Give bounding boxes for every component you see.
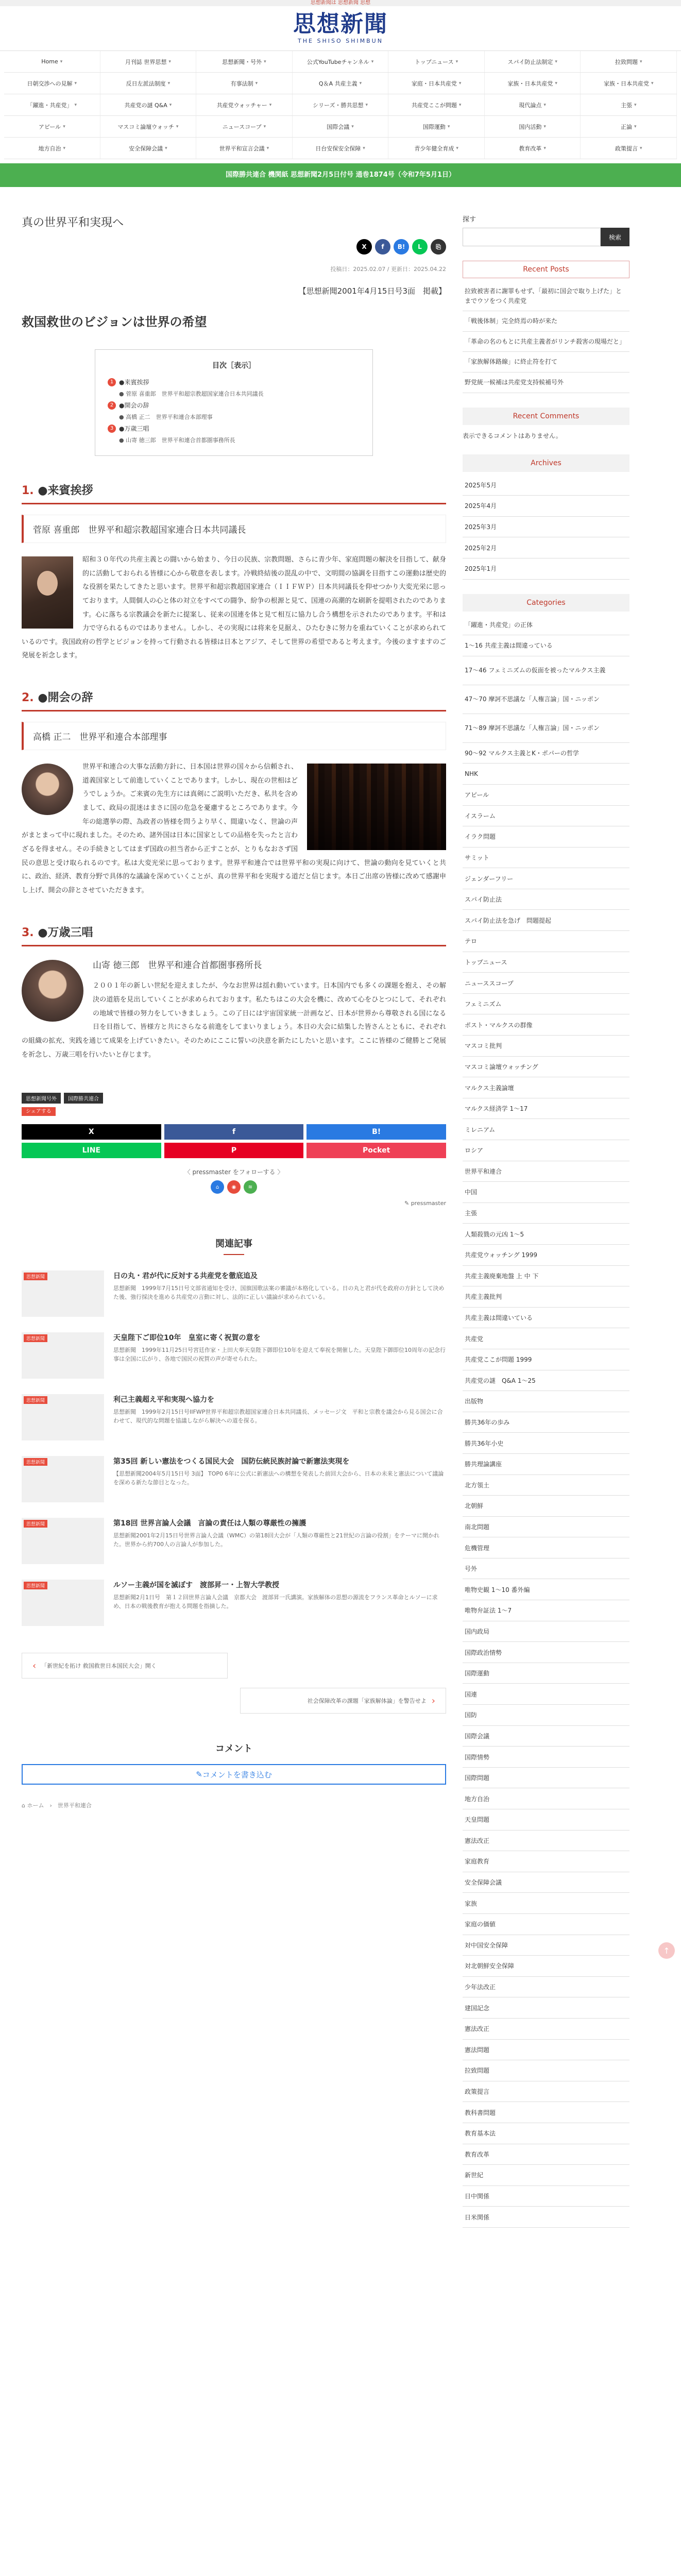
category-link[interactable]: 北朝鮮 xyxy=(463,1496,629,1517)
nav-item[interactable]: 安全保障会議 ▾ xyxy=(100,138,197,159)
breadcrumb[interactable]: ⌂ ホーム › 世界平和連合 xyxy=(22,1802,92,1809)
nav-item[interactable]: 政策提言 ▾ xyxy=(581,138,677,159)
nav-item[interactable]: 日台安保安全保障 ▾ xyxy=(293,138,389,159)
hatena-icon[interactable]: B! xyxy=(394,239,409,255)
category-link[interactable]: 国際会議 xyxy=(463,1726,629,1747)
chevron-down-icon: ▾ xyxy=(165,145,167,151)
tag[interactable]: 思想新聞号外 xyxy=(22,1093,61,1104)
chevron-down-icon: ▾ xyxy=(264,59,266,64)
toc-entry[interactable] xyxy=(108,401,360,421)
sidebar xyxy=(456,187,681,2228)
chevron-right-icon: › xyxy=(431,1695,435,1706)
category-link[interactable]: 1～16 共産主義は間違っている xyxy=(463,635,629,656)
archive-link[interactable]: 2025年2月 xyxy=(463,537,629,558)
nav-item[interactable]: 月刊誌 世界思想 ▾ xyxy=(100,51,197,72)
category-link[interactable]: 憲法改正 xyxy=(463,1831,629,1852)
nav-item[interactable]: トップニュース ▾ xyxy=(388,51,485,72)
category-link[interactable]: イラク問題 xyxy=(463,826,629,848)
category-link[interactable]: 憲法問題 xyxy=(463,2040,629,2061)
category-link[interactable]: 家庭教育 xyxy=(463,1851,629,1872)
chevron-down-icon: ▾ xyxy=(60,59,63,64)
archives-heading: Archives xyxy=(463,454,629,472)
section-heading-1: 1. ●来賓挨拶 xyxy=(22,479,446,504)
nav-row xyxy=(4,116,677,138)
category-link[interactable]: 唯物史観 1～10 番外編 xyxy=(463,1579,629,1600)
post-headline: 救国救世のビジョンは世界の希望 xyxy=(22,315,207,329)
related-title: 利己主義超え平和実現へ協力を xyxy=(113,1396,214,1404)
category-link[interactable]: 日中関係 xyxy=(463,2186,629,2207)
toc-label: ●開会の辞 xyxy=(119,402,149,409)
search-button[interactable]: 検索 xyxy=(601,228,629,246)
page-wrap xyxy=(0,187,681,2228)
chevron-down-icon: ▾ xyxy=(263,124,266,129)
related-item[interactable] xyxy=(22,1580,446,1626)
category-link[interactable]: 71～89 摩訶不思議な「人権言論」国・ニッポン xyxy=(463,714,629,743)
category-link[interactable]: マスコミ批判 xyxy=(463,1036,629,1057)
comment-heading: コメント xyxy=(215,1743,252,1755)
related-tag: 思想新聞 xyxy=(24,1273,47,1280)
chevron-down-icon: ▾ xyxy=(634,102,637,108)
nav-item[interactable]: 拉致問題 ▾ xyxy=(581,51,677,72)
related-excerpt: 思想新聞 1999年11月25日号宮廷作家・上田大奉天皇陛下御即位10年を迎えて奉祝を開催した。天皇陛下御即位10周年の記念行事は全国に広がり、各地で国民の祝賀の声が寄せられた。 xyxy=(113,1347,446,1363)
recent-comments-empty: 表示できるコメントはありません。 xyxy=(463,432,562,439)
categories-heading: Categories xyxy=(463,594,629,612)
follow-icons xyxy=(22,1180,446,1194)
category-link[interactable]: 政策提言 xyxy=(463,2081,629,2103)
copy-link-icon[interactable]: ⎘ xyxy=(431,239,446,255)
post-dates: 投稿日：2025.02.07 / 更新日：2025.04.22 xyxy=(330,266,446,273)
category-link[interactable]: 国内政局 xyxy=(463,1621,629,1642)
chevron-down-icon: ▾ xyxy=(543,124,546,129)
section-body-1: 昭和３０年代の共産主義との闘いから始まり、今日の民族、宗教問題、さらに青少年、家庭問題の解決を目指して、献身的に活動しておられる皆様に心から敬意を表します。冷戦終結後の混乱の中で、文明間の協調を目指すこの運動は歴史的な役割を果たしてきたと思います。世界平和超宗教超国家連合（ＩＩＦＷＰ）日本共同議長を仰せつかり大変光栄に思っております。人間個人の心と体の対立をすべての闘争、紛争の根源と見て、国連の高潮的な刷新を提唱されたのであります。心に落ちる宗教議会を新たに提案し、従来の国連を体と見て相互に協力し合う構想を示されたのであります。平和は力で守られるものではありません。しかし、その実現には将来を見据え、ひたむきに努力を重ねていくことが求められているのです。我国政府の哲学とビジョンを持って行動される皆様は日本とアジア、そして世界の希望であると考えます。今後のますますのご発展を祈念します。 xyxy=(22,556,446,660)
x-icon[interactable]: X xyxy=(356,239,372,255)
chevron-down-icon: ▾ xyxy=(168,59,171,64)
category-link[interactable]: 世界平和連合 xyxy=(463,1161,629,1182)
category-link[interactable]: 号外 xyxy=(463,1558,629,1580)
portrait-image xyxy=(22,960,83,1022)
category-link[interactable]: ロシア xyxy=(463,1140,629,1161)
category-link[interactable]: 47～70 摩訶不思議な「人権言論」国・ニッポン xyxy=(463,685,629,714)
post-title: 真の世界平和実現へ xyxy=(22,216,124,229)
category-link[interactable]: 中国 xyxy=(463,1182,629,1203)
related-title: 天皇陛下ご即位10年 皇室に寄く祝賀の意を xyxy=(113,1334,261,1343)
archive-link[interactable]: 2025年5月 xyxy=(463,475,629,496)
chevron-left-icon: ‹ xyxy=(32,1660,37,1671)
category-link[interactable]: 人類殺戮の元凶 1～5 xyxy=(463,1224,629,1245)
category-link[interactable]: 少年法改正 xyxy=(463,1977,629,1998)
share-label: シェアする xyxy=(22,1107,56,1116)
share-hatena-button[interactable]: B! xyxy=(307,1124,446,1140)
chevron-down-icon: ▾ xyxy=(176,124,179,129)
search-input[interactable] xyxy=(463,228,601,246)
chevron-down-icon: ▾ xyxy=(359,80,362,86)
chevron-down-icon: ▾ xyxy=(651,80,654,86)
related-tag: 思想新聞 xyxy=(24,1396,47,1404)
chevron-down-icon: ▾ xyxy=(458,80,462,86)
person-box-2: 高橋 正二 世界平和連合本部理事 xyxy=(22,722,446,750)
site-logo[interactable] xyxy=(293,10,388,44)
nav-item[interactable]: 世界平和宣言会議 ▾ xyxy=(196,138,293,159)
chevron-down-icon: ▾ xyxy=(269,102,272,108)
nav-row xyxy=(4,94,677,116)
related-excerpt: 思想新聞 1999年2月15日号IIFWP世界平和超宗教超国家連合日本共同議長、メッセージ文 平和と宗教を議会から見る国会に合わせて、現代的な問題を協議しながら解決への道を探る。 xyxy=(113,1409,443,1425)
toc-number: 2 xyxy=(108,401,116,410)
tag[interactable]: 国際勝共連合 xyxy=(64,1093,103,1104)
logo-text: 思想新聞 xyxy=(293,10,388,37)
chevron-down-icon: ▾ xyxy=(543,102,546,108)
event-photo xyxy=(307,764,446,850)
related-thumbnail xyxy=(22,1394,104,1440)
scroll-top-icon[interactable]: ↑ xyxy=(658,1942,675,1959)
nav-item[interactable]: シリーズ・勝共思想 ▾ xyxy=(293,94,389,115)
toc-sublabel: ● 菅原 喜重郎 世界平和超宗教超国家連合日本共同議長 xyxy=(119,391,264,397)
nav-item[interactable]: Home ▾ xyxy=(4,51,100,72)
archive-link[interactable]: 2025年4月 xyxy=(463,496,629,517)
chevron-down-icon: ▾ xyxy=(555,59,557,64)
category-link[interactable]: 17～46 フェミニズムの仮面を被ったマルクス主義 xyxy=(463,656,629,685)
recent-post-link[interactable]: 「戦後体制」完全終焉の時が来た xyxy=(463,311,629,332)
chevron-down-icon: ▾ xyxy=(351,124,354,129)
chevron-down-icon: ▾ xyxy=(74,80,77,86)
portrait-image xyxy=(22,556,73,629)
category-link[interactable]: スパイ防止法 xyxy=(463,889,629,910)
rss-icon[interactable]: ≋ xyxy=(244,1180,257,1194)
share-bar xyxy=(22,1124,446,1158)
related-excerpt: 【思想新聞2004年5月15日号 3面】 TOP0 6年に公式に新憲法への構想を発表した前回大会から、日本の未来と憲法について議論を深める新たな節目となった。 xyxy=(113,1470,444,1486)
category-link[interactable]: 共産主義批判 xyxy=(463,1286,629,1308)
global-nav xyxy=(0,50,681,159)
category-link[interactable]: イスラーム xyxy=(463,806,629,827)
nav-item[interactable]: ニュースコープ ▾ xyxy=(196,116,293,137)
category-link[interactable]: 対中国安全保障 xyxy=(463,1935,629,1956)
archive-link[interactable]: 2025年3月 xyxy=(463,517,629,538)
related-excerpt: 思想新聞 1999年7月15日号文部省通知を受け、国旗国歌法案の審議が本格化している。日の丸と君が代を政府の方針として決めた後、強行採決を進める共産党の言動に対し、法的に正しい議論が求められている。 xyxy=(113,1285,445,1301)
toc-entry[interactable] xyxy=(108,378,360,398)
nav-item[interactable]: 有事法制 ▾ xyxy=(196,73,293,94)
related-tag: 思想新聞 xyxy=(24,1458,47,1466)
related-title: 第18回 世界言論人会議 言論の責任は人類の尊厳性の擁護 xyxy=(113,1519,307,1528)
prev-next xyxy=(22,1653,446,1679)
category-link[interactable]: 南北問題 xyxy=(463,1517,629,1538)
recent-post-link[interactable]: 野党統一候補は共産党支持候補号外 xyxy=(463,372,629,393)
nav-item[interactable]: 家庭・日本共産党 ▾ xyxy=(388,73,485,94)
category-link[interactable]: マルクス主義論壇 xyxy=(463,1077,629,1098)
nav-item[interactable]: Q＆A 共産主義 ▾ xyxy=(293,73,389,94)
chevron-down-icon: ▾ xyxy=(555,80,557,86)
category-link[interactable]: 天皇問題 xyxy=(463,1809,629,1831)
chevron-down-icon: ▾ xyxy=(167,80,171,86)
related-item[interactable] xyxy=(22,1456,446,1502)
tag-row xyxy=(22,1093,446,1104)
category-link[interactable]: 安全保障会議 xyxy=(463,1872,629,1893)
category-link[interactable]: 国際政治情勢 xyxy=(463,1642,629,1663)
category-link[interactable]: マルクス経済学 1～17 xyxy=(463,1098,629,1120)
chevron-down-icon: ▾ xyxy=(63,124,65,129)
category-link[interactable]: 出版物 xyxy=(463,1391,629,1412)
category-link[interactable]: 国防 xyxy=(463,1705,629,1726)
category-link[interactable]: テロ xyxy=(463,931,629,952)
prev-post-link[interactable]: ‹ 「新世紀を拓け 救国救世日本国民大会」開く xyxy=(22,1653,228,1679)
category-link[interactable]: 教科書問題 xyxy=(463,2102,629,2123)
share-top xyxy=(22,239,446,255)
category-link[interactable]: 主張 xyxy=(463,1203,629,1224)
share-facebook-button[interactable]: f xyxy=(164,1124,304,1140)
category-link[interactable]: 90～92 マルクス主義とK・ポパーの哲学 xyxy=(463,743,629,764)
recent-post-link[interactable]: 「家族解体路線」に終止符を打て xyxy=(463,352,629,372)
category-link[interactable]: アピール xyxy=(463,785,629,806)
category-link[interactable]: 建国記念 xyxy=(463,1997,629,2019)
main-content xyxy=(0,187,456,2228)
category-link[interactable]: マスコミ論壇ウォッチング xyxy=(463,1057,629,1078)
category-link[interactable]: 国際問題 xyxy=(463,1768,629,1789)
category-link[interactable]: 教育改革 xyxy=(463,2144,629,2165)
category-link[interactable]: 憲法改正 xyxy=(463,2019,629,2040)
nav-item[interactable]: 教育改革 ▾ xyxy=(485,138,581,159)
chevron-down-icon: ▾ xyxy=(74,102,77,108)
nav-item[interactable]: アピール ▾ xyxy=(4,116,100,137)
category-link[interactable]: サミット xyxy=(463,848,629,869)
category-link[interactable]: 地方自治 xyxy=(463,1788,629,1809)
category-link[interactable]: 唯物弁証法 1～7 xyxy=(463,1600,629,1621)
category-link[interactable]: 北方領土 xyxy=(463,1475,629,1496)
category-link[interactable]: 共産党ウォッチング 1999 xyxy=(463,1245,629,1266)
share-pinterest-button[interactable]: P xyxy=(164,1143,304,1158)
related-tag: 思想新聞 xyxy=(24,1582,47,1589)
category-link[interactable]: ジェンダーフリー xyxy=(463,868,629,889)
related-title: 第35回 新しい憲法をつくる国民大会 国防伝統民族討論で新憲法実現を xyxy=(113,1458,350,1466)
category-link[interactable]: 「躍進・共産党」の正体 xyxy=(463,615,629,636)
toc-label: ●万歳三唱 xyxy=(119,425,149,432)
post-lead: 【思想新聞2001年4月15日号3面 掲載】 xyxy=(298,286,446,296)
chevron-down-icon: ▾ xyxy=(365,102,368,108)
nav-item[interactable]: 共産党ここが問題 ▾ xyxy=(388,94,485,115)
share-line-button[interactable]: LINE xyxy=(22,1143,161,1158)
table-of-contents xyxy=(95,349,373,456)
search-label: 探す xyxy=(463,216,476,224)
related-thumbnail xyxy=(22,1456,104,1502)
person-name-3: 山寄 徳三郎 世界平和連合首都圏事務所長 xyxy=(93,960,262,971)
search-form xyxy=(463,228,629,246)
feedly-icon[interactable]: ◉ xyxy=(227,1180,241,1194)
category-link[interactable]: 国際情勢 xyxy=(463,1747,629,1768)
author-link[interactable]: ✎ pressmaster xyxy=(404,1200,446,1207)
nav-item[interactable]: 国内活動 ▾ xyxy=(485,116,581,137)
toc-number: 1 xyxy=(108,378,116,386)
category-link[interactable]: 勝共36年小史 xyxy=(463,1433,629,1454)
nav-item[interactable]: 家族・日本共産党 ▾ xyxy=(485,73,581,94)
recent-comments-heading: Recent Comments xyxy=(463,408,629,425)
nav-item[interactable]: 公式YouTubeチャンネル ▾ xyxy=(293,51,389,72)
category-link[interactable]: 拉致問題 xyxy=(463,2060,629,2081)
nav-item[interactable]: 「躍進・共産党」 ▾ xyxy=(4,94,100,115)
nav-item[interactable]: スパイ防止法制定 ▾ xyxy=(485,51,581,72)
section-heading-2: 2. ●開会の辞 xyxy=(22,686,446,711)
section-body-2: 世界平和連合の大事な活動方針に、日本国は世界の国々から信頼され、道義国家として前進していくことであります。しかし、現在の世相はどうでしょうか。ご来賓の先生方には真剣にご説明いただき、私共を含めまして、政局の混迷はまさに国の危急を憂慮するところであります。今年の総選挙の際、為政者の皆様を問うより早く、間違いなく、世論の声がまとまって中に現れました。そのため、諸外国は日本に国家としての品格を失ったと言わざるを得ません。その手続きとしてはまず国政の担当者から正すことが、とりもなおさず国民の意思と受け取られるのです。私は大変光栄に思っております。世界平和連合では世界平和の実現に向けて、世論の動向を見ていくと共に、政治、経済、教育分野で具体的な議論を深めていくことが、真の世界平和を実現する道だと信じます。本日ご出席の皆様に改めて感謝申し上げ、開会の辞とさせていただきます。 xyxy=(22,763,446,894)
category-link[interactable]: 教育基本法 xyxy=(463,2123,629,2144)
category-link[interactable]: 共産主義は間違いている xyxy=(463,1308,629,1329)
related-item[interactable] xyxy=(22,1270,446,1317)
chevron-down-icon: ▾ xyxy=(639,59,642,64)
nav-item[interactable]: 正論 ▾ xyxy=(581,116,677,137)
line-icon[interactable]: L xyxy=(412,239,428,255)
category-link[interactable]: フェミニズム xyxy=(463,994,629,1015)
facebook-icon[interactable]: f xyxy=(375,239,390,255)
notice-banner[interactable]: 国際勝共連合 機関紙 思想新聞2月5日付号 通巻1874号（令和7年5月1日） xyxy=(0,163,681,187)
related-tag: 思想新聞 xyxy=(24,1334,47,1342)
related-item[interactable] xyxy=(22,1518,446,1564)
related-thumbnail xyxy=(22,1518,104,1564)
nav-item[interactable]: 主張 ▾ xyxy=(581,94,677,115)
related-title: 日の丸・君が代に反対する共産党を徹底追及 xyxy=(113,1272,258,1281)
toc-entry[interactable] xyxy=(108,424,360,444)
portrait-image xyxy=(22,764,73,815)
home-icon[interactable]: ⌂ xyxy=(211,1180,224,1194)
toc-sublabel: ● 山寄 徳三郎 世界平和連合首都圏事務所長 xyxy=(119,437,235,444)
category-link[interactable]: スパイ防止法を急げ 問題提起 xyxy=(463,910,629,931)
category-link[interactable]: ミレニアム xyxy=(463,1119,629,1140)
nav-item[interactable]: 地方自治 ▾ xyxy=(4,138,100,159)
related-tag: 思想新聞 xyxy=(24,1520,47,1528)
recent-post-link[interactable]: 「革命の名のもとに共産主義者がリンチ殺害の現場だと」 xyxy=(463,332,629,352)
category-link[interactable]: 国連 xyxy=(463,1684,629,1705)
nav-item[interactable]: マスコミ論壇ウォッチ ▾ xyxy=(100,116,197,137)
nav-item[interactable]: 思想新聞・号外 ▾ xyxy=(196,51,293,72)
follow-text: 〈 pressmaster をフォローする 〉 xyxy=(184,1168,284,1176)
toc-sublabel: ● 高橋 正二 世界平和連合本部理事 xyxy=(119,414,213,420)
section-heading-3: 3. ●万歳三唱 xyxy=(22,921,446,946)
category-link[interactable]: 勝共理論講座 xyxy=(463,1454,629,1475)
chevron-down-icon: ▾ xyxy=(266,145,269,151)
category-link[interactable]: 家族 xyxy=(463,1893,629,1914)
related-thumbnail xyxy=(22,1270,104,1317)
nav-row xyxy=(4,138,677,159)
category-link[interactable]: 共産主義廃棄地盤 上 中 下 xyxy=(463,1266,629,1287)
toc-number: 3 xyxy=(108,425,116,433)
category-link[interactable]: 共産党の謎 Q&A 1～25 xyxy=(463,1370,629,1392)
related-title: ルソー主義が国を滅ぼす 渡部昇一・上智大学教授 xyxy=(113,1581,279,1590)
category-link[interactable]: 日米関係 xyxy=(463,2207,629,2228)
recent-posts-heading: Recent Posts xyxy=(463,261,629,278)
category-link[interactable]: 共産党 xyxy=(463,1328,629,1349)
related-item[interactable] xyxy=(22,1394,446,1440)
category-link[interactable]: ポスト・マルクスの群像 xyxy=(463,1014,629,1036)
nav-item[interactable]: 家族・日本共産党 ▾ xyxy=(581,73,677,94)
site-header xyxy=(0,6,681,50)
category-link[interactable]: 危機管理 xyxy=(463,1537,629,1558)
chevron-down-icon: ▾ xyxy=(455,59,458,64)
nav-item[interactable]: 現代論点 ▾ xyxy=(485,94,581,115)
category-link[interactable]: ニューススコープ xyxy=(463,973,629,994)
related-item[interactable] xyxy=(22,1332,446,1379)
chevron-down-icon: ▾ xyxy=(63,145,66,151)
chevron-down-icon: ▾ xyxy=(458,102,462,108)
nav-item[interactable]: 日朝交渉への見解 ▾ xyxy=(4,73,100,94)
category-link[interactable]: 家庭の価値 xyxy=(463,1914,629,1935)
chevron-down-icon: ▾ xyxy=(255,80,258,86)
chevron-down-icon: ▾ xyxy=(456,145,458,151)
toc-title[interactable]: 目次［表示］ xyxy=(212,362,256,370)
recent-post-link[interactable]: 拉致被害者に謝罪もせず、「最初に国会で取り上げた」とまでウソをつく共産党 xyxy=(463,281,629,311)
nav-item[interactable]: 国際会議 ▾ xyxy=(293,116,389,137)
next-post-link[interactable]: 社会保障改革の課題「家族解体論」を警告せよ › xyxy=(240,1688,446,1714)
next-row xyxy=(22,1688,446,1714)
related-thumbnail xyxy=(22,1580,104,1626)
category-link[interactable]: 対北朝鮮安全保障 xyxy=(463,1956,629,1977)
nav-row xyxy=(4,51,677,73)
category-link[interactable]: NHK xyxy=(463,764,629,785)
nav-item[interactable]: 国際運動 ▾ xyxy=(388,116,485,137)
category-link[interactable]: 共産党ここが問題 1999 xyxy=(463,1349,629,1370)
nav-row xyxy=(4,73,677,94)
category-link[interactable]: 勝共36年の歩み xyxy=(463,1412,629,1433)
section-body-3: 山寄 徳三郎 世界平和連合首都圏事務所長 ２００１年の新しい世紀を迎えましたが、今なお世界は揺れ動いています。日本国内でも多くの課題を抱え、その解決の道筋を見出していくことが求められております。私たちはこの大会を機に、改めて心をひとつにして、それぞれの地域で皆様の努力をしていきましょう。この了日には宇宙国家統一計画など、日本が世界から尊敬される国になる日を目指して、皆様方と共にさらなる前進をしてまいりましょう。本日の大会に結集した皆さんとともに、それぞれの組織の拡充、実践を通じて成果を上げていきたい。そのためにここに誓いの決意を新たにしたいと思います。ここに皆様のご健勝とご発展を祈念し、万歳三唱を行いたいと存じます。 xyxy=(22,957,446,1062)
nav-item[interactable]: 反日左派法制度 ▾ xyxy=(100,73,197,94)
chevron-down-icon: ▾ xyxy=(447,124,450,129)
chevron-down-icon: ▾ xyxy=(363,145,365,151)
nav-item[interactable]: 共産党の謎 Q&A ▾ xyxy=(100,94,197,115)
related-excerpt: 思想新聞2月1日号 第１２回世界言論人会議 京都大会 渡部昇一氏講演。家族解体の思想の源流をフランス革命とルソーに求め、日本の戦後教育が抱える問題を指摘した。 xyxy=(113,1594,438,1610)
chevron-down-icon: ▾ xyxy=(543,145,546,151)
share-x-button[interactable]: X xyxy=(22,1124,161,1140)
category-link[interactable]: 新世紀 xyxy=(463,2165,629,2186)
category-link[interactable]: 国際運動 xyxy=(463,1663,629,1684)
related-excerpt: 思想新聞2001年2月15日号世界言論人会議（WMC）の第18回大会が「人類の尊厳性と21世紀の言論の役割」をテーマに開かれた。世界から約700人の言論人が参加した。 xyxy=(113,1532,440,1548)
chevron-down-icon: ▾ xyxy=(634,124,637,129)
nav-item[interactable]: 青少年健全育成 ▾ xyxy=(388,138,485,159)
archive-link[interactable]: 2025年1月 xyxy=(463,558,629,580)
chevron-down-icon: ▾ xyxy=(169,102,172,108)
write-comment-button[interactable]: ✎ コメントを書き込む xyxy=(22,1764,446,1785)
related-heading: 関連記事 xyxy=(22,1236,446,1255)
chevron-down-icon: ▾ xyxy=(639,145,642,151)
category-link[interactable]: トップニュース xyxy=(463,952,629,973)
related-thumbnail xyxy=(22,1332,104,1379)
person-box-1: 菅原 喜重郎 世界平和超宗教超国家連合日本共同議長 xyxy=(22,515,446,543)
top-strip: 思想新聞は 思想新聞 思想 xyxy=(0,0,681,6)
logo-subtitle: THE SHISO SHIMBUN xyxy=(298,37,383,44)
toc-label: ●来賓挨拶 xyxy=(119,379,149,386)
chevron-down-icon: ▾ xyxy=(371,59,374,64)
share-pocket-button[interactable]: Pocket xyxy=(307,1143,446,1158)
nav-item[interactable]: 共産党ウォッチャー ▾ xyxy=(196,94,293,115)
